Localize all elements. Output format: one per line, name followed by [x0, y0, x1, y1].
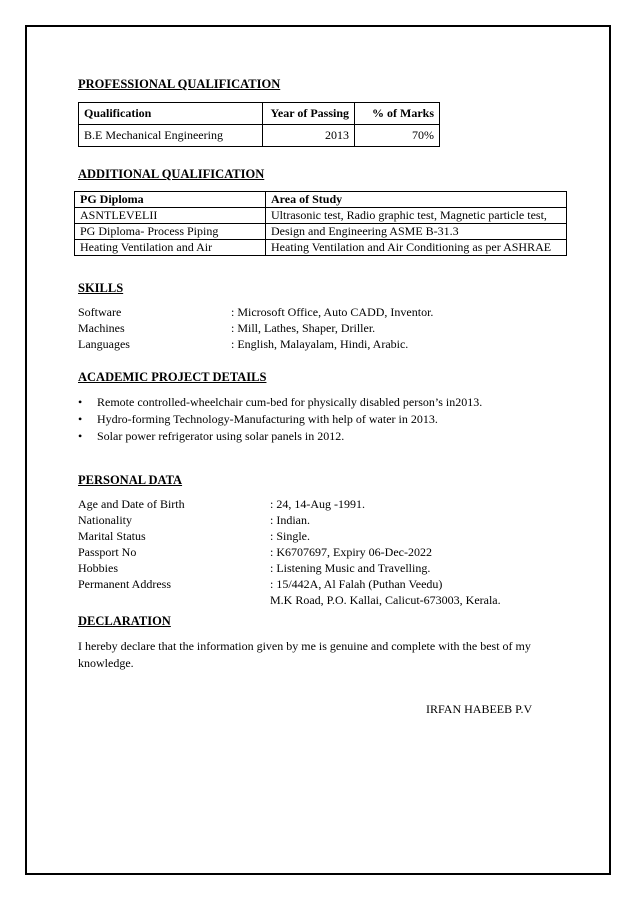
- table-cell: B.E Mechanical Engineering: [79, 125, 263, 147]
- academic-projects-heading: ACADEMIC PROJECT DETAILS: [78, 370, 267, 384]
- skill-value: : English, Malayalam, Hindi, Arabic.: [231, 337, 409, 351]
- skill-value: : Microsoft Office, Auto CADD, Inventor.: [231, 305, 434, 319]
- bullet-icon: •: [78, 429, 83, 443]
- skills-heading: SKILLS: [78, 281, 124, 295]
- skill-label: Machines: [78, 321, 125, 335]
- personal-value: : Single.: [270, 529, 311, 543]
- additional-qualification-heading: ADDITIONAL QUALIFICATION: [78, 167, 265, 181]
- skill-row: [78, 321, 375, 336]
- table-row: [75, 240, 567, 256]
- table-header-row: [79, 103, 440, 125]
- bullet-icon: •: [78, 412, 83, 426]
- personal-label: Age and Date of Birth: [78, 497, 185, 511]
- personal-row: [78, 577, 442, 592]
- list-item-text: Solar power refrigerator using solar panels in 2012.: [97, 429, 345, 443]
- list-item: [78, 394, 482, 411]
- personal-label: Hobbies: [78, 561, 118, 575]
- table-cell: 2013: [263, 125, 355, 147]
- declaration-text: I hereby declare that the information given by me is genuine and complete with the best of my knowledge.: [78, 639, 531, 670]
- personal-label: Marital Status: [78, 529, 146, 543]
- personal-label: Permanent Address: [78, 577, 171, 591]
- list-item-text: Remote controlled-wheelchair cum-bed for physically disabled person’s in2013.: [97, 395, 483, 409]
- table-cell: Heating Ventilation and Air: [75, 240, 266, 256]
- page-border: [25, 25, 611, 875]
- column-header: PG Diploma: [75, 192, 266, 208]
- signature-name: IRFAN HABEEB P.V: [426, 702, 533, 716]
- list-item-text: Hydro-forming Technology-Manufacturing with help of water in 2013.: [97, 412, 438, 426]
- list-item: [78, 428, 482, 445]
- personal-label: Nationality: [78, 513, 132, 527]
- personal-label: Passport No: [78, 545, 137, 559]
- table-row: [75, 224, 567, 240]
- project-list: [78, 394, 482, 445]
- table-row: [79, 125, 440, 147]
- professional-qualification-heading: PROFESSIONAL QUALIFICATION: [78, 77, 281, 91]
- personal-value: : K6707697, Expiry 06-Dec-2022: [270, 545, 432, 559]
- column-header: Qualification: [79, 103, 263, 125]
- table-cell: ASNTLEVELII: [75, 208, 266, 224]
- declaration-heading: DECLARATION: [78, 614, 171, 628]
- personal-row: [78, 497, 365, 512]
- personal-row: [78, 513, 310, 528]
- personal-data-heading: PERSONAL DATA: [78, 473, 183, 487]
- personal-row: [78, 561, 430, 576]
- personal-row: [78, 545, 432, 560]
- personal-value: : Listening Music and Travelling.: [270, 561, 431, 575]
- personal-row: [78, 593, 501, 608]
- professional-qualification-table: [78, 102, 440, 147]
- table-cell: Heating Ventilation and Air Conditioning as per ASHRAE: [266, 240, 567, 256]
- table-cell: PG Diploma- Process Piping: [75, 224, 266, 240]
- skill-row: [78, 337, 408, 352]
- skill-label: Languages: [78, 337, 130, 351]
- table-cell: 70%: [355, 125, 440, 147]
- skill-row: [78, 305, 433, 320]
- skill-label: Software: [78, 305, 122, 319]
- personal-value: : 15/442A, Al Falah (Puthan Veedu): [270, 577, 443, 591]
- table-row: [75, 208, 567, 224]
- personal-value: M.K Road, P.O. Kallai, Calicut-673003, Kerala.: [270, 593, 501, 607]
- personal-value: : 24, 14-Aug -1991.: [270, 497, 365, 511]
- bullet-icon: •: [78, 395, 83, 409]
- list-item: [78, 411, 482, 428]
- table-header-row: [75, 192, 567, 208]
- table-cell: Design and Engineering ASME B-31.3: [266, 224, 567, 240]
- skill-value: : Mill, Lathes, Shaper, Driller.: [231, 321, 376, 335]
- personal-value: : Indian.: [270, 513, 310, 527]
- column-header: Year of Passing: [263, 103, 355, 125]
- column-header: % of Marks: [355, 103, 440, 125]
- additional-qualification-table: [74, 191, 567, 256]
- personal-row: [78, 529, 310, 544]
- column-header: Area of Study: [266, 192, 567, 208]
- table-cell: Ultrasonic test, Radio graphic test, Magnetic particle test,: [266, 208, 567, 224]
